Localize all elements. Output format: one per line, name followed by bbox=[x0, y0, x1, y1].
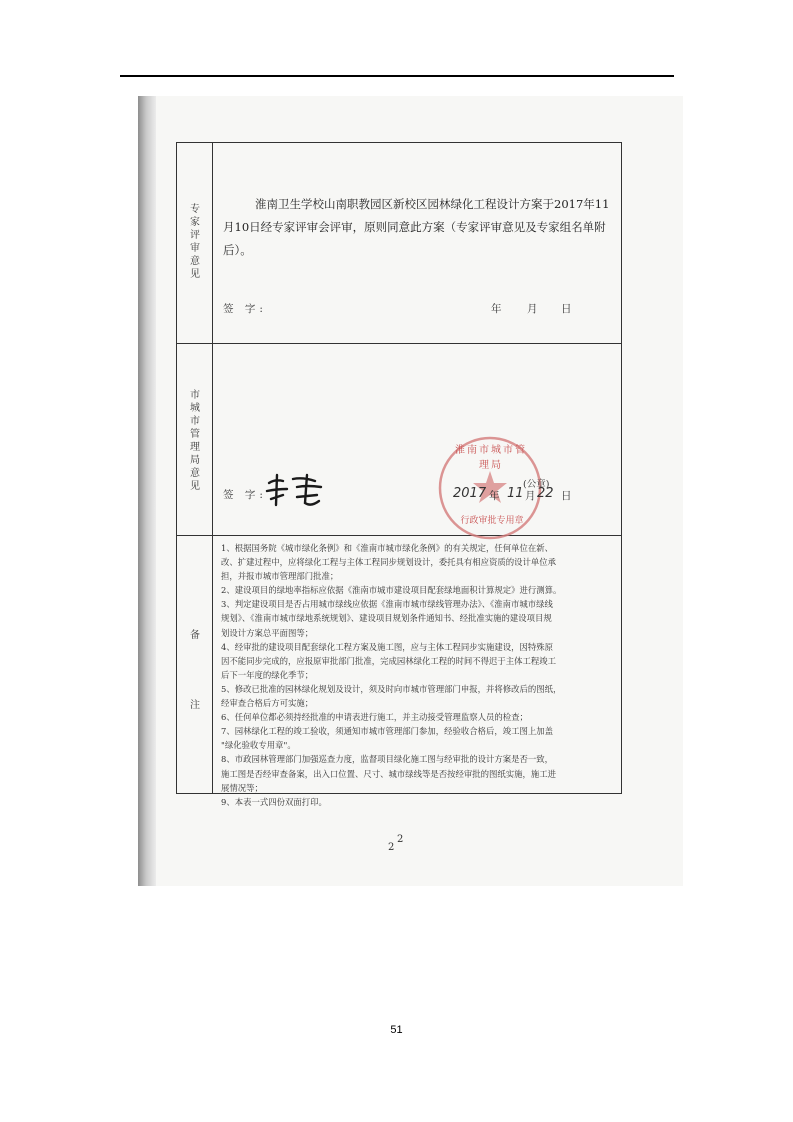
seal-mark: (公章) bbox=[523, 479, 550, 490]
note-line: 划设计方案总平面图等； bbox=[221, 627, 314, 638]
seal-text-bottom: 行政审批专用章 bbox=[460, 516, 524, 526]
row-divider-2 bbox=[177, 535, 621, 536]
row-divider-1 bbox=[177, 343, 621, 344]
note-line: 3、判定建设项目是否占用城市绿线应依据《淮南市城市绿线管理办法》、《淮南市城市绿线 bbox=[221, 599, 553, 610]
bureau-date-day-value: 22 bbox=[537, 486, 554, 501]
note-line: 担，并报市城市管理部门批准； bbox=[221, 571, 339, 582]
note-line: 后下一年度的绿化季节； bbox=[221, 669, 314, 680]
expert-date-year: 年 bbox=[491, 303, 502, 315]
note-line: 1、根据国务院《城市绿化条例》和《淮南市城市绿化条例》的有关规定，任何单位在新、 bbox=[221, 543, 553, 553]
note-line: 经审查合格后方可实施； bbox=[221, 698, 314, 709]
column-divider bbox=[212, 143, 213, 793]
bureau-date-month: 月 bbox=[525, 490, 536, 502]
bureau-date-day: 日 bbox=[561, 490, 572, 502]
note-line: 6、任何单位都必须持经批准的申请表进行施工，并主动接受管理监察人员的检查； bbox=[221, 712, 528, 723]
handwritten-signature bbox=[263, 469, 333, 511]
bureau-sign-label: 签 字: bbox=[223, 489, 267, 501]
note-line: 9、本表一式四份双面打印。 bbox=[221, 796, 327, 807]
note-line: 规划》、《淮南市城市绿地系统规划》、建设项目规划条件通知书、经批准实施的建设项目规 bbox=[221, 613, 552, 624]
notes-list bbox=[221, 541, 621, 809]
scan-shadow-edge bbox=[138, 96, 156, 886]
seal-text-top: 淮南市城市管理局 bbox=[455, 445, 527, 471]
notes-label-2: 注 bbox=[190, 700, 200, 711]
note-line: 因不能同步完成的，应报原审批部门批准，完成园林绿化工程的时间不得迟于主体工程竣工 bbox=[221, 655, 556, 666]
note-line: 施工图是否经审查备案，出入口位置、尺寸、城市绿线等是否按经审批的图纸实施，施工进 bbox=[221, 768, 556, 779]
bureau-date-month-value: 11 bbox=[507, 486, 524, 501]
note-line: 8、市政园林管理部门加强巡查力度，监督项目绿化施工图与经审批的设计方案是否一致， bbox=[221, 754, 553, 765]
note-line: 4、经审批的建设项目配套绿化工程方案及施工图，应与主体工程同步实施建设，因特殊原 bbox=[221, 641, 553, 652]
expert-sign-label: 签 字: bbox=[223, 303, 267, 315]
note-line: 展情况等； bbox=[221, 782, 263, 793]
expert-date-day: 日 bbox=[561, 303, 572, 315]
page-number: 51 bbox=[390, 1024, 403, 1036]
notes-label-1: 备 bbox=[190, 630, 200, 641]
bureau-date-year-value: 2017 bbox=[453, 486, 487, 501]
expert-review-label: 专 家 评 审 意 见 bbox=[190, 204, 200, 280]
note-line: "绿化验收专用章"。 bbox=[221, 740, 296, 751]
header-rule bbox=[120, 75, 674, 77]
bureau-opinion-label: 市 城 市 管 理 局 意 见 bbox=[190, 390, 200, 492]
note-line: 改、扩建过程中，应将绿化工程与主体工程同步规划设计，委托具有相应资质的设计单位承 bbox=[221, 557, 556, 568]
note-line: 7、园林绿化工程的竣工验收，须通知市城市管理部门参加，经验收合格后，竣工图上加盖 bbox=[221, 726, 553, 737]
expert-opinion-text: 淮南卫生学校山南职教园区新校区园林绿化工程设计方案于2017年11月10日经专家评审会评审，原则同意此方案（专家评审意见及专家组名单附后）。 bbox=[223, 197, 610, 257]
scan-page-mark-top: 2 bbox=[397, 834, 404, 845]
note-line: 2、建设项目的绿地率指标应依据《淮南市城市建设项目配套绿地面积计算规定》进行测算。 bbox=[221, 585, 562, 596]
note-line: 5、修改已批准的园林绿化规划及设计，须及时向市城市管理部门申报，并将修改后的图纸， bbox=[221, 683, 562, 694]
bureau-date-year: 年 bbox=[489, 490, 500, 502]
approval-form-table bbox=[176, 142, 622, 807]
scan-page-mark-bottom: 2 bbox=[388, 842, 395, 853]
expert-date-month: 月 bbox=[527, 303, 538, 315]
